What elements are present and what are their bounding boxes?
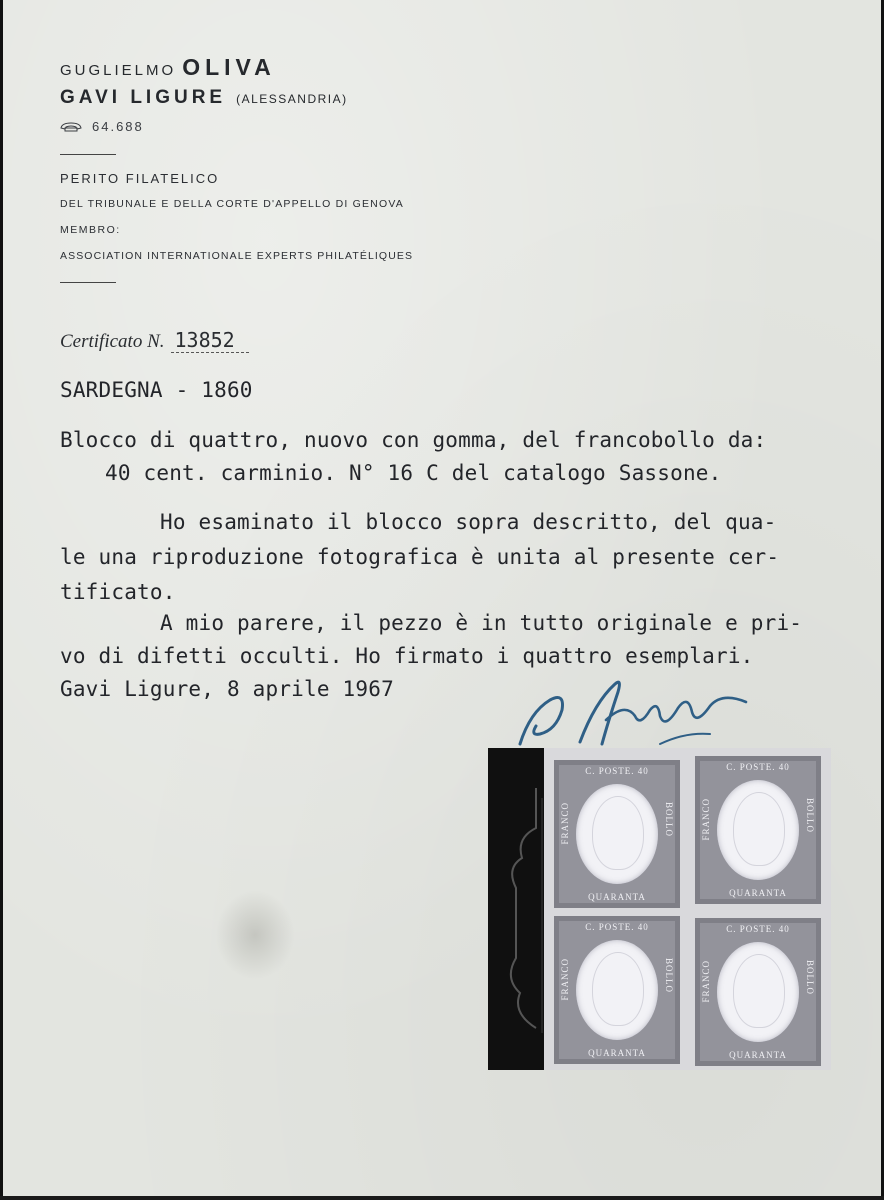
paper-stain	[215, 890, 295, 980]
certificate-number: 13852	[171, 328, 249, 353]
stamp: C. POSTE. 40 QUARANTA FRANCO BOLLO	[695, 756, 821, 904]
letterhead-phone	[60, 119, 413, 134]
association-line: ASSOCIATION INTERNATIONALE EXPERTS PHILATÉLIQUES	[60, 250, 414, 262]
examination-line-2: le una riproduzione fotografica è unita al presente cer-	[60, 545, 780, 569]
scan-edge-left	[0, 0, 3, 1200]
examination-line-3: tificato.	[60, 580, 176, 604]
province: (ALESSANDRIA)	[236, 92, 348, 106]
opinion-line-2: vo di difetti occulti. Ho firmato i quattro esemplari.	[60, 644, 754, 668]
certificate-title: SARDEGNA - 1860	[60, 378, 253, 402]
court-line: DEL TRIBUNALE E DELLA CORTE D'APPELLO DI GENOVA	[60, 198, 404, 210]
opinion-line-1: A mio parere, il pezzo è in tutto originale e pri-	[160, 611, 803, 635]
embossed-portrait	[592, 796, 644, 870]
stamp: C. POSTE. 40 QUARANTA FRANCO BOLLO	[695, 918, 821, 1066]
phone-number: 64.688	[92, 119, 144, 134]
telephone-icon	[60, 121, 82, 132]
divider	[60, 154, 116, 155]
letterhead-name	[60, 54, 413, 81]
margin-ornament	[496, 788, 544, 1038]
divider	[60, 282, 116, 283]
name-last: OLIVA	[182, 54, 276, 80]
letterhead-city	[60, 87, 413, 109]
embossed-portrait	[733, 954, 785, 1028]
embossed-portrait	[733, 792, 785, 866]
city: GAVI LIGURE	[60, 87, 227, 108]
embossed-portrait	[592, 952, 644, 1026]
stamp: C. POSTE. 40 QUARANTA FRANCO BOLLO	[554, 916, 680, 1064]
name-first: GUGLIELMO	[60, 62, 177, 79]
certificate-label: Certificato N.	[60, 331, 165, 352]
description-line-1: Blocco di quattro, nuovo con gomma, del francobollo da:	[60, 428, 767, 452]
letterhead	[60, 54, 413, 283]
expert-title: PERITO FILATELICO	[60, 171, 220, 186]
stamp: C. POSTE. 40 QUARANTA FRANCO BOLLO	[554, 760, 680, 908]
examination-line-1: Ho esaminato il blocco sopra descritto, del qua-	[160, 510, 777, 534]
certificate-number-line	[60, 328, 249, 353]
stamp-block-photo	[488, 748, 831, 1070]
sheet-margin	[488, 748, 544, 1070]
place-date-line: Gavi Ligure, 8 aprile 1967	[60, 677, 394, 701]
member-label: MEMBRO:	[60, 224, 121, 236]
description-line-2: 40 cent. carminio. N° 16 C del catalogo Sassone.	[105, 461, 722, 485]
scan-edge-bottom	[0, 1196, 884, 1200]
